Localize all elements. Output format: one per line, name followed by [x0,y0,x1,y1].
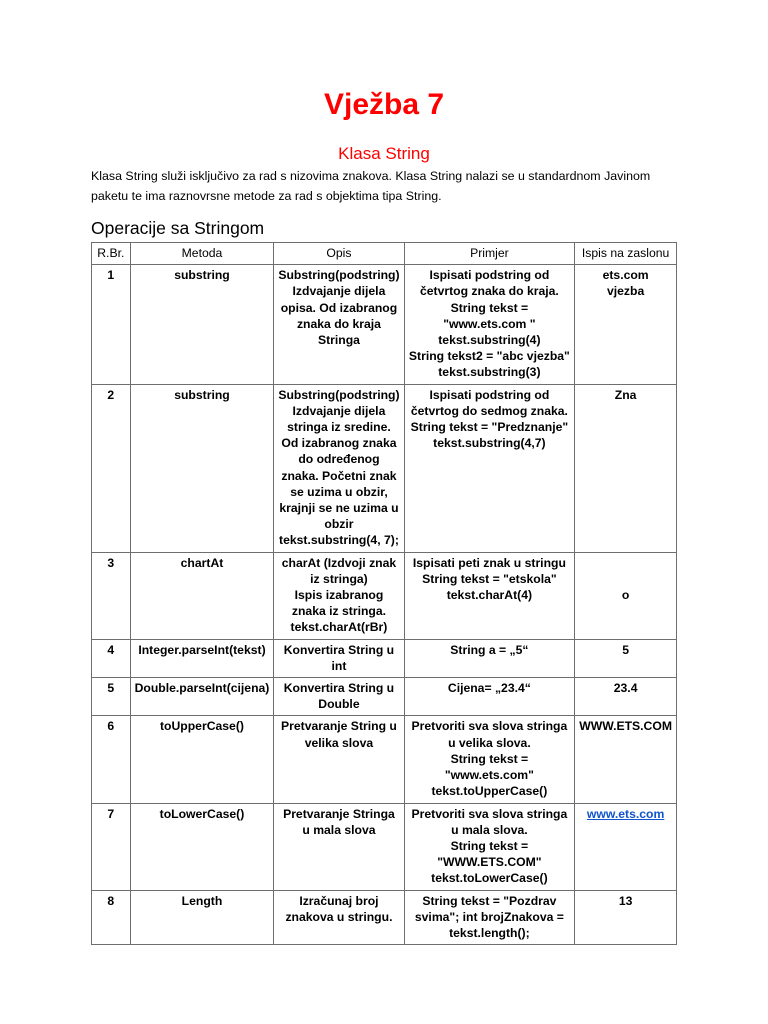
output-line: 23.4 [613,681,638,696]
example-line: tekst.substring(4,7) [433,436,546,451]
header-opis: Opis [274,243,404,265]
table-row [92,890,677,945]
table-row [92,678,677,716]
row-number-cell: 4 [92,639,131,677]
description-cell [274,384,404,552]
row-number-cell: 8 [92,890,131,945]
example-line: String tekst = "WWW.ETS.COM" [437,838,542,870]
example-cell [404,552,575,639]
output-cell [575,265,677,384]
description-title: Pretvaranje String u velika slova [281,719,397,750]
header-metoda: Metoda [130,243,274,265]
example-line: String tekst = "www.ets.com" [444,751,534,783]
description-title: charAt (Izdvoji znak iz stringa) [281,555,397,586]
example-line: Cijena= „23.4“ [447,681,531,696]
example-line: String tekst = "Predznanje" [410,420,569,435]
example-line: tekst.substring(3) [438,365,541,380]
intro-paragraph: Klasa String služi isključivo za rad s nizovima znakova. Klasa String nalazi se u standardnom Javinom paketu te ima raznovrsne metode za rad s objektima tipa String. [91,169,651,203]
output-cell [575,803,677,890]
description-title: Konvertira String u int [283,642,395,673]
description-title: Pretvaranje Stringa u mala slova [283,806,395,837]
output-cell [575,639,677,677]
description-title: Substring(podstring) [278,387,400,402]
table-row [92,716,677,803]
method-cell: toUpperCase() [130,716,274,803]
example-line: String tekst2 = "abc vjezba" [408,349,570,364]
example-line: Pretvoriti sva slova stringa u mala slova. [411,806,568,837]
example-line: String tekst = "etskola" [422,571,557,586]
row-number-cell: 2 [92,384,131,552]
method-cell: Double.parseInt(cijena) [130,678,274,716]
string-methods-table [91,242,677,945]
output-cell [575,384,677,552]
description-title: Konvertira String u Double [283,681,395,712]
description-cell [274,890,404,945]
table-row [92,384,677,552]
output-line: WWW.ETS.COM [579,719,672,734]
row-number-cell: 3 [92,552,131,639]
example-line: String tekst = "Pozdrav svima"; int brojZnakova = tekst.length(); [414,893,564,940]
page-title: Vježba 7 [323,88,445,121]
method-cell: chartAt [130,552,274,639]
section-subtitle: Klasa String [338,144,430,163]
description-title: Substring(podstring) [278,268,400,283]
example-line: tekst.charAt(4) [446,588,533,603]
example-line: String tekst = "www.ets.com " [443,300,536,331]
example-cell [404,678,575,716]
method-cell: Length [130,890,274,945]
output-line: o [621,588,630,603]
description-title: Izračunaj broj znakova u stringu. [285,893,393,924]
example-line: Pretvoriti sva slova stringa u velika slova. [411,719,568,750]
table-row [92,552,677,639]
header-ispis: Ispis na zaslonu [575,243,677,265]
row-number-cell: 6 [92,716,131,803]
example-line: tekst.toLowerCase() [431,871,548,886]
output-cell [575,716,677,803]
example-line: Ispisati podstring od četvrtog znaka do kraja. [419,268,559,299]
method-cell: substring [130,265,274,384]
example-cell [404,803,575,890]
header-primjer: Primjer [404,243,575,265]
method-cell: toLowerCase() [130,803,274,890]
example-line: Ispisati podstring od četvrtog do sedmog znaka. [410,387,568,418]
example-cell [404,890,575,945]
method-cell: Integer.parseInt(tekst) [130,639,274,677]
example-cell [404,265,575,384]
output-line: 5 [622,642,629,657]
table-row [92,639,677,677]
example-cell [404,384,575,552]
example-cell [404,716,575,803]
row-number-cell: 7 [92,803,131,890]
row-number-cell: 5 [92,678,131,716]
output-line: 13 [618,893,633,908]
output-link[interactable]: www.ets.com [586,806,665,821]
output-line: Zna [614,387,637,402]
example-line: Ispisati peti znak u stringu [412,555,566,570]
method-cell: substring [130,384,274,552]
example-line: String a = „5“ [450,642,529,657]
description-text: Izdvajanje dijela opisa. Od izabranog znaka do kraja Stringa [280,284,398,348]
output-line: vjezba [606,284,645,299]
output-cell [575,552,677,639]
description-cell [274,716,404,803]
table-row [92,265,677,384]
description-text: Izdvajanje dijela stringa iz sredine. Od izabranog znaka do određenog znaka. Početni znak se uzima u obzir, krajnji se ne uzima u obzir tekst.substring(4, 7); [279,403,399,548]
table-header-row [92,243,677,265]
description-text: Ispis izabranog znaka iz stringa. tekst.charAt(rBr) [290,588,388,635]
table-row [92,803,677,890]
example-line: tekst.toUpperCase() [431,784,548,799]
example-cell [404,639,575,677]
description-cell [274,639,404,677]
description-cell [274,803,404,890]
description-cell [274,678,404,716]
output-cell [575,678,677,716]
output-line: ets.com [602,268,649,283]
description-cell [274,552,404,639]
row-number-cell: 1 [92,265,131,384]
table-body [92,265,677,945]
header-rbr: R.Br. [92,243,131,265]
example-line: tekst.substring(4) [438,333,541,348]
operations-heading: Operacije sa Stringom [91,218,265,238]
output-cell [575,890,677,945]
description-cell [274,265,404,384]
